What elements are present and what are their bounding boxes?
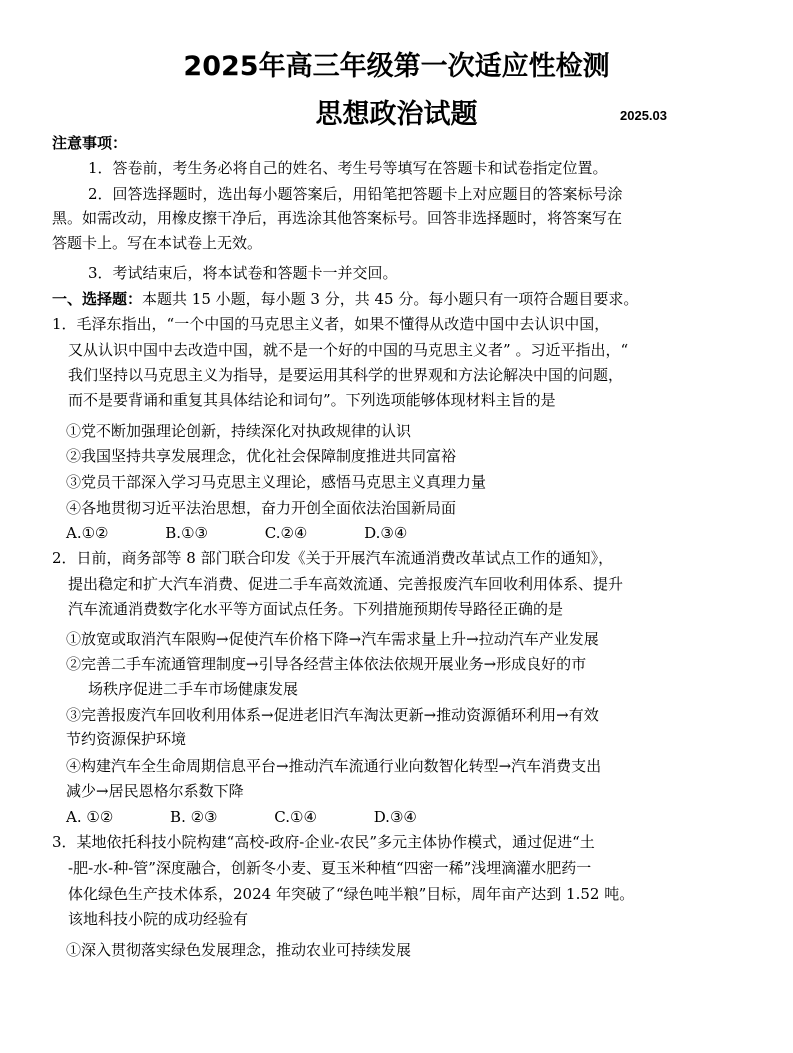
q2-choice-c: C.①④ [274, 808, 317, 826]
q2-choice-a: A. ①② [66, 808, 114, 826]
section-heading [52, 289, 752, 309]
q1-statement-2: ②我国坚持共享发展理念，优化社会保障制度推进共同富裕 [66, 447, 457, 465]
q1-stem-line-3: 我们坚持以马克思主义为指导，是要运用其科学的世界观和方法论解决中国的问题， [68, 366, 624, 384]
notice-item-1: 1．答卷前，考生务必将自己的姓名、考生号等填写在答题卡和试卷指定位置。 [88, 159, 608, 177]
q2-statement-4-line-1: ④构建汽车全生命周期信息平台→推动汽车流通行业向数智化转型→汽车消费支出 [66, 757, 602, 775]
subject-title: 思想政治试题 [315, 99, 478, 130]
notice-heading: 注意事项： [52, 134, 128, 152]
q1-statement-3: ③党员干部深入学习马克思主义理论，感悟马克思主义真理力量 [66, 473, 487, 491]
q2-statement-3-line-1: ③完善报废汽车回收利用体系→促进老旧汽车淘汰更新→推动资源循环利用→有效 [66, 706, 599, 724]
q2-choice-d: D.③④ [373, 808, 417, 826]
q2-statement-1: ①放宽或取消汽车限购→促使汽车价格下降→汽车需求量上升→拉动汽车产业发展 [66, 630, 599, 648]
q2-statement-4-line-2: 减少→居民恩格尔系数下降 [66, 782, 244, 800]
q3-stem-line-4: 该地科技小院的成功经验有 [68, 910, 249, 928]
section-label: 一、选择题： [52, 290, 143, 308]
q1-stem-line-2: 又从认识中国中去改造中国，就不是一个好的中国的马克思主义者” 。习近平指出，“ [68, 341, 629, 359]
q1-choices [66, 523, 766, 543]
notice-item-3: 3．考试结束后，将本试卷和答题卡一并交回。 [88, 264, 398, 282]
q1-choice-a: A.①② [66, 524, 109, 542]
q2-choice-b: B. ②③ [170, 808, 218, 826]
q3-stem-line-1: 3．某地依托科技小院构建“高校-政府-企业-农民”多元主体协作模式，通过促进“土 [52, 833, 595, 851]
q1-statement-1: ①党不断加强理论创新，持续深化对执政规律的认识 [66, 422, 412, 440]
notice-item-2-line-1: 2．回答选择题时，选出每小题答案后，用铅笔把答题卡上对应题目的答案标号涂 [88, 185, 623, 203]
q3-stem-line-2: -肥-水-种-管”深度融合，创新冬小麦、夏玉米种植“四密一稀”浅埋滴灌水肥药一 [68, 859, 592, 877]
exam-title: 2025年高三年级第一次适应性检测 [183, 51, 610, 82]
q2-stem-line-2: 提出稳定和扩大汽车消费、促进二手车高效流通、完善报废汽车回收利用体系、提升 [68, 575, 624, 593]
q2-statement-3-line-2: 节约资源保护环境 [66, 730, 187, 748]
q3-statement-1: ①深入贯彻落实绿色发展理念，推动农业可持续发展 [66, 941, 412, 959]
q2-statement-2-line-2: 场秩序促进二手车市场健康发展 [88, 680, 299, 698]
q1-stem-line-1: 1．毛泽东指出，“一个中国的马克思主义者，如果不懂得从改造中国中去认识中国， [52, 315, 610, 333]
q1-choice-d: D.③④ [364, 524, 408, 542]
q1-stem-line-4: 而不是要背诵和重复其具体结论和词句”。下列选项能够体现材料主旨的是 [68, 391, 556, 409]
q2-stem-line-1: 2．日前，商务部等 8 部门联合印发《关于开展汽车流通消费改革试点工作的通知》， [52, 549, 614, 567]
q2-choices [66, 807, 766, 827]
q1-choice-b: B.①③ [165, 524, 208, 542]
exam-date: 2025.03 [620, 108, 667, 123]
q3-stem-line-3: 体化绿色生产技术体系，2024 年突破了“绿色吨半粮”目标，周年亩产达到 1.52 吨。 [68, 885, 635, 903]
notice-item-2-line-3: 答题卡上。写在本试卷上无效。 [52, 234, 263, 252]
q2-stem-line-3: 汽车流通消费数字化水平等方面试点任务。下列措施预期传导路径正确的是 [68, 600, 564, 618]
section-description: 本题共 15 小题，每小题 3 分，共 45 分。每小题只有一项符合题目要求。 [142, 290, 639, 308]
q1-choice-c: C.②④ [264, 524, 308, 542]
notice-item-2-line-2: 黑。如需改动，用橡皮擦干净后，再选涂其他答案标号。回答非选择题时，将答案写在 [52, 209, 623, 227]
q1-statement-4: ④各地贯彻习近平法治思想，奋力开创全面依法治国新局面 [66, 499, 457, 517]
q2-statement-2-line-1: ②完善二手车流通管理制度→引导各经营主体依法依规开展业务→形成良好的市 [66, 655, 587, 673]
